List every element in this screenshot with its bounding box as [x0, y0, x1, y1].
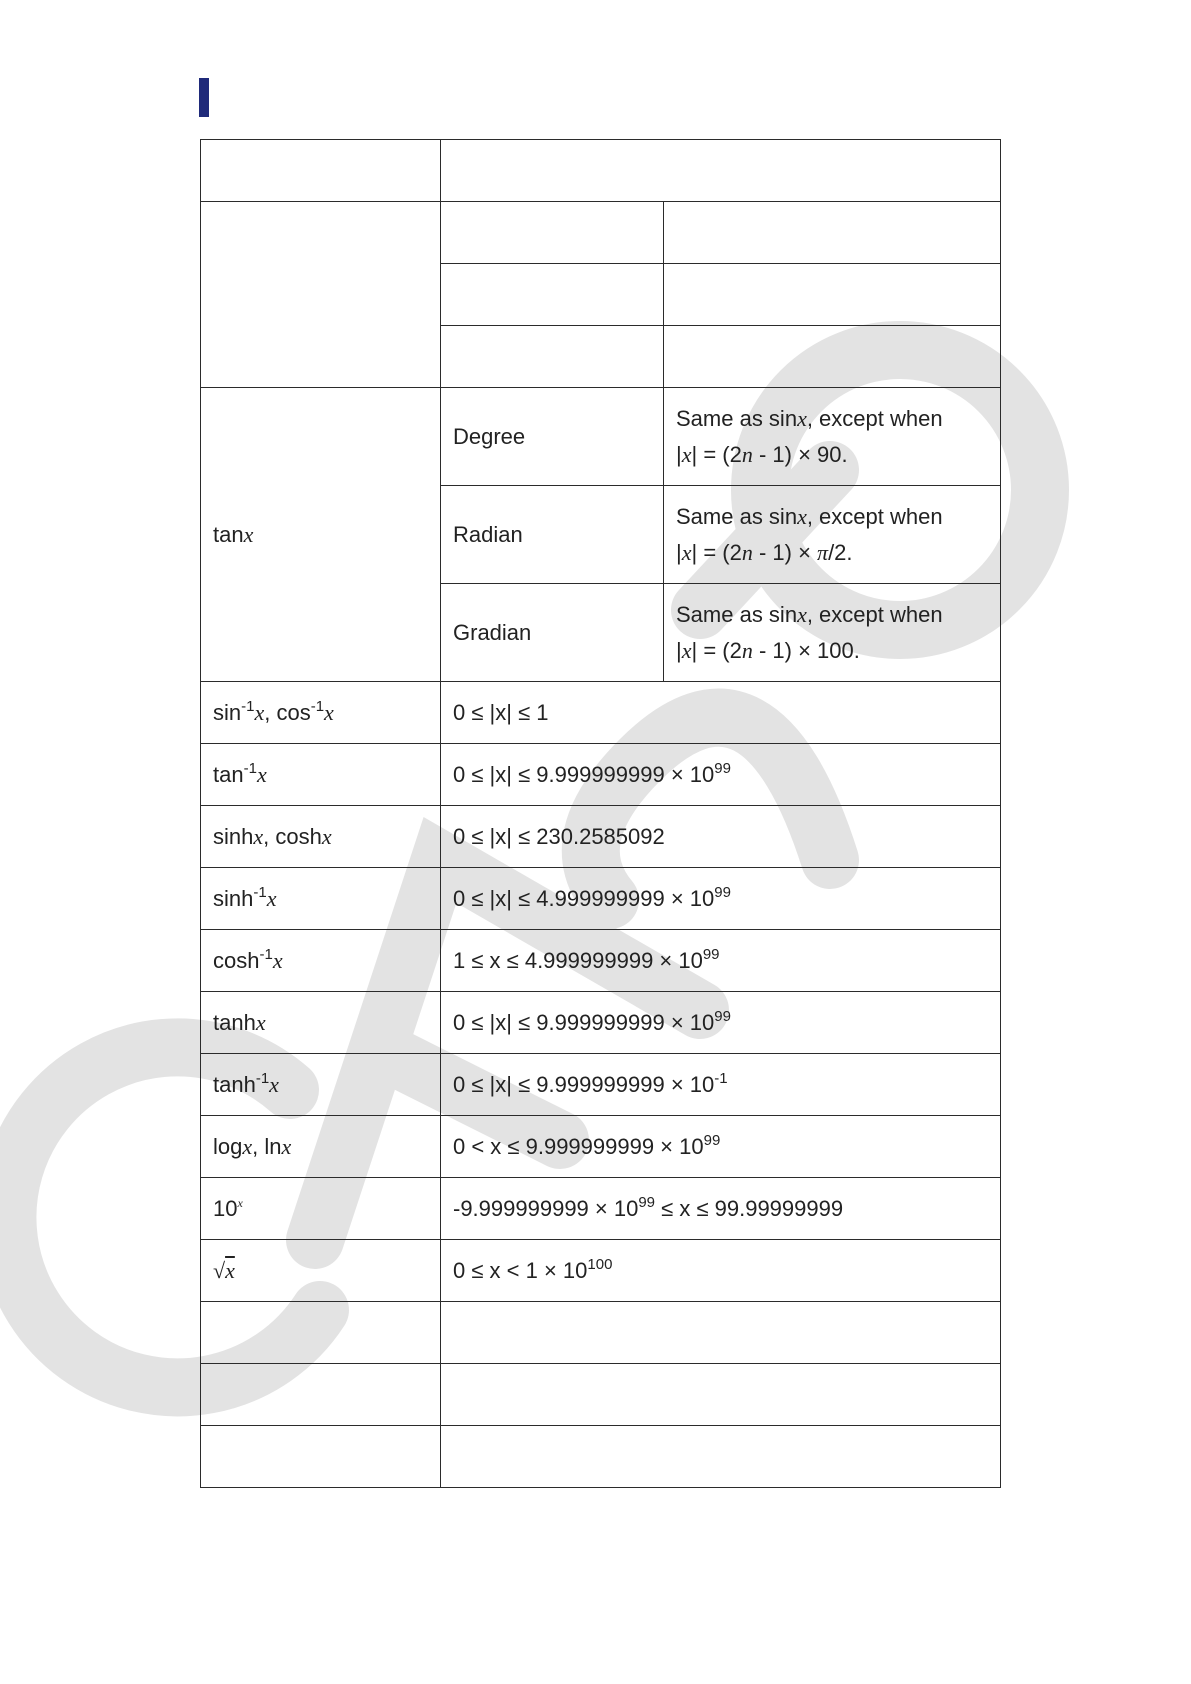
function-name: 10	[213, 1195, 238, 1221]
range-cell	[441, 992, 1001, 1054]
range-cell	[441, 1116, 1001, 1178]
square-root-symbol	[213, 1258, 235, 1283]
function-name: , cosh	[263, 823, 322, 849]
table-row	[201, 140, 1001, 202]
exponent: -1	[255, 1069, 270, 1087]
range-text: , except when	[806, 602, 943, 628]
table-row	[201, 744, 1001, 806]
range-text: Same as sin	[676, 406, 798, 432]
variable: x	[272, 947, 283, 973]
range-text: 1 ≤ x ≤ 4.999999999 × 10	[453, 947, 703, 973]
table-cell	[201, 202, 441, 388]
table-cell	[441, 140, 1001, 202]
exponent: -1	[243, 759, 257, 777]
range-text: - 1) × 100.	[752, 637, 860, 663]
exponent: -1	[714, 1069, 728, 1087]
variable: n	[741, 637, 753, 663]
table-row	[201, 1178, 1001, 1240]
range-cell: Same as sinx, except when |x| = (2n - 1) × 100.	[664, 584, 1001, 682]
function-name: sinh	[213, 885, 254, 911]
variable: x	[681, 637, 692, 663]
range-cell	[441, 930, 1001, 992]
angle-mode-cell	[441, 388, 664, 486]
table-cell	[201, 1426, 441, 1488]
table-cell	[201, 1364, 441, 1426]
table-row	[201, 1116, 1001, 1178]
function-name: sinh	[213, 823, 254, 849]
range-text: 0 ≤ |x| ≤ 4.999999999 × 10	[453, 885, 715, 911]
range-text: Same as sin	[676, 504, 798, 530]
range-text: 0 ≤ |x| ≤ 9.999999999 × 10	[453, 1071, 715, 1097]
variable: x	[225, 1257, 235, 1283]
range-text: 0 ≤ x < 1 × 10	[453, 1257, 588, 1283]
table-row	[201, 992, 1001, 1054]
table-row	[201, 388, 1001, 486]
variable: x	[243, 521, 254, 547]
input-range-table	[200, 139, 1001, 1488]
variable: x	[281, 1133, 292, 1159]
variable: x	[797, 602, 807, 628]
table-row	[201, 930, 1001, 992]
variable: x	[255, 1009, 266, 1035]
variable: x	[681, 539, 692, 565]
function-name: tan	[213, 521, 244, 547]
exponent: 99	[714, 759, 731, 777]
variable: n	[741, 441, 753, 467]
exponent: 99	[714, 883, 731, 901]
range-text: = (2	[703, 637, 742, 663]
variable: x	[242, 1133, 253, 1159]
table-cell	[201, 1302, 441, 1364]
variable: x	[797, 406, 807, 432]
angle-mode-cell	[441, 486, 664, 584]
table-cell	[664, 326, 1001, 388]
table-cell	[441, 264, 664, 326]
range-cell: Same as sinx, except when |x| = (2n - 1) × π/2.	[664, 486, 1001, 584]
table-row	[201, 682, 1001, 744]
angle-mode-degree: Degree	[453, 423, 526, 449]
range-cell	[441, 1178, 1001, 1240]
variable: x	[253, 823, 264, 849]
exponent: 99	[714, 1007, 731, 1025]
exponent: -1	[259, 945, 273, 963]
range-text: , except when	[806, 406, 943, 432]
angle-mode-cell	[441, 584, 664, 682]
range-text: ≤ x ≤ 99.99999999	[655, 1195, 844, 1221]
range-text: - 1) × 90.	[752, 441, 848, 467]
variable: x	[269, 1071, 279, 1097]
variable: n	[741, 539, 753, 565]
exponent: -1	[310, 697, 325, 715]
variable: x	[681, 441, 692, 467]
function-cell	[201, 744, 441, 806]
range-cell	[441, 806, 1001, 868]
function-cell	[201, 930, 441, 992]
table-cell	[201, 140, 441, 202]
table-cell	[441, 1302, 1001, 1364]
range-cell	[441, 744, 1001, 806]
function-name: tan	[213, 761, 244, 787]
radical-sign: √	[213, 1257, 226, 1283]
table-cell	[441, 1426, 1001, 1488]
range-text: 0 ≤ |x| ≤ 9.999999999 × 10	[453, 761, 715, 787]
range-text: Same as sin	[676, 602, 798, 628]
function-name: cosh	[213, 947, 260, 973]
range-text: /2.	[828, 539, 853, 565]
variable: x	[256, 761, 267, 787]
function-cell	[201, 1054, 441, 1116]
angle-mode-gradian: Gradian	[453, 619, 532, 645]
tan-function-cell	[201, 388, 441, 682]
range-text: 0 ≤ |x| ≤ 9.999999999 × 10	[453, 1009, 715, 1035]
function-name: tanh	[213, 1071, 256, 1097]
variable: x	[266, 885, 277, 911]
table-row	[201, 202, 1001, 264]
table-row	[201, 1426, 1001, 1488]
function-name: , cos	[264, 699, 311, 725]
function-cell	[201, 992, 441, 1054]
table-row	[201, 806, 1001, 868]
range-text: 0 ≤ |x| ≤ 230.2585092	[453, 823, 665, 849]
function-name: sin	[213, 699, 242, 725]
table-cell	[664, 202, 1001, 264]
exponent: -1	[241, 697, 255, 715]
range-text: -9.999999999 × 10	[453, 1195, 639, 1221]
section-heading-marker	[199, 78, 209, 117]
variable: x	[254, 699, 265, 725]
function-name: log	[213, 1133, 243, 1159]
pi-symbol: π	[817, 539, 829, 565]
exponent: 99	[702, 945, 720, 963]
table-row	[201, 1240, 1001, 1302]
range-cell	[441, 1240, 1001, 1302]
function-name: , ln	[252, 1133, 282, 1159]
exponent: x	[237, 1195, 243, 1210]
variable: x	[321, 823, 332, 849]
exponent: 99	[703, 1131, 721, 1149]
function-cell	[201, 806, 441, 868]
range-cell	[441, 1054, 1001, 1116]
table-row	[201, 868, 1001, 930]
range-text: = (2	[703, 539, 742, 565]
table-row	[201, 1054, 1001, 1116]
table-cell	[664, 264, 1001, 326]
table-cell	[441, 202, 664, 264]
function-cell	[201, 1240, 441, 1302]
exponent: 100	[587, 1255, 613, 1273]
table-row	[201, 1364, 1001, 1426]
range-text: - 1) ×	[752, 539, 818, 565]
function-cell	[201, 682, 441, 744]
range-text: 0 < x ≤ 9.999999999 × 10	[453, 1133, 704, 1159]
exponent: -1	[253, 883, 267, 901]
function-cell	[201, 1116, 441, 1178]
range-cell	[441, 868, 1001, 930]
exponent: 99	[638, 1193, 656, 1211]
variable: x	[324, 699, 334, 725]
range-text: , except when	[806, 504, 943, 530]
function-name: tanh	[213, 1009, 256, 1035]
table-cell	[441, 326, 664, 388]
table-cell	[441, 1364, 1001, 1426]
range-cell: Same as sinx, except when |x| = (2n - 1) × 90.	[664, 388, 1001, 486]
table-row	[201, 1302, 1001, 1364]
function-cell	[201, 868, 441, 930]
angle-mode-radian: Radian	[453, 521, 523, 547]
range-cell	[441, 682, 1001, 744]
range-text: = (2	[703, 441, 742, 467]
function-cell	[201, 1178, 441, 1240]
variable: x	[797, 504, 807, 530]
range-text: 0 ≤ |x| ≤ 1	[453, 699, 549, 725]
